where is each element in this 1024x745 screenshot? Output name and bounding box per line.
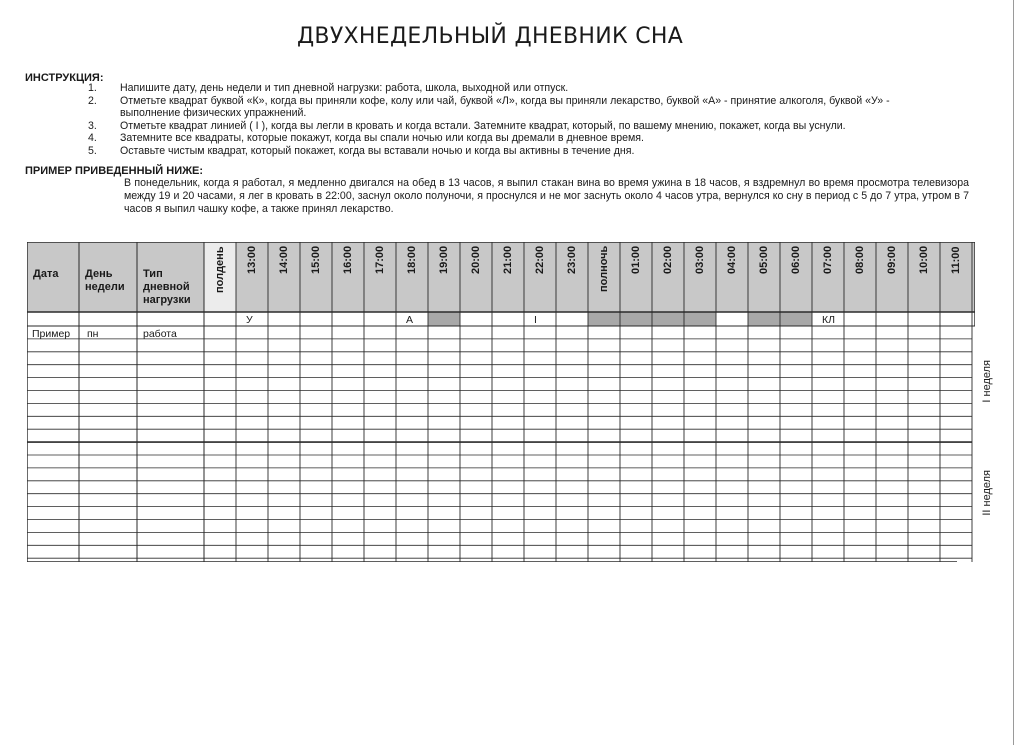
scan-edge [1013,0,1024,745]
hour-header-label: 16:00 [342,246,354,275]
hour-header-label: 11:00 [950,246,962,274]
sleep-shaded-cell [652,312,684,326]
hour-header-label: 04:00 [726,246,738,275]
instruction-text: Отметьте квадрат линией ( I ), когда вы легли в кровать и когда встали. Затемните квадрат, который, по вашему мнению, покажет, когда вы уснули. [120,119,846,132]
instruction-item [88,132,948,145]
instruction-number: 4. [88,132,97,145]
instruction-text: Затемните все квадраты, которые покажут, когда вы спали ночью или когда вы дремали в дневное время. [120,132,644,145]
hour-header-label: 21:00 [502,246,514,275]
example-description: В понедельник, когда я работал, я медленно двигался на обед в 13 часов, я выпил стакан вина во время ужина в 18 часов, я вздремнул во время просмотра телевизора между 19 и 20 часами, я лег в кровать в 22:00, заснул около полуночи, я проснулся и не мог заснуть около 4 часов утра, вернулся ко сну в период с 5 до 7 утра, утром в 7 часов я выпил чашку кофе, а также принял лекарство. [124,177,969,215]
example-mark-cell: КЛ [822,314,836,326]
instruction-text: Отметьте квадрат буквой «К», когда вы приняли кофе, колу или чай, буквой «Л», когда вы приняли лекарство, буквой «А» - принятие алкоголя, буквой «У» - выполнение физических упражнений. [120,94,890,120]
instruction-item [88,82,948,95]
hour-header-label: 10:00 [918,246,930,275]
week-two-label: II неделя [981,470,993,516]
hour-header-label: 15:00 [310,246,322,275]
hour-header-label: полночь [598,246,610,293]
week-one-label: I неделя [981,360,993,403]
header-date: Дата [33,268,59,280]
hour-header-label: 02:00 [662,246,674,275]
hour-header-label: 18:00 [406,246,418,275]
instruction-text: Напишите дату, день недели и тип дневной нагрузки: работа, школа, выходной или отпуск. [120,82,569,94]
example-type-cell: работа [143,328,177,340]
sleep-diary-table [27,242,993,562]
hour-header-label: 17:00 [374,246,386,275]
page-title: ДВУХНЕДЕЛЬНЫЙ ДНЕВНИК СНА [296,24,684,49]
header-load-type: Тип дневной нагрузки [143,268,191,306]
instruction-number: 1. [88,82,97,94]
instruction-number: 3. [88,119,97,132]
sleep-shaded-cell [780,312,812,326]
hour-header-label: 05:00 [758,246,770,275]
example-date-cell: Пример [32,328,71,340]
example-mark-cell: У [246,314,253,326]
instruction-item [88,145,948,158]
hour-header-label: 20:00 [470,246,482,275]
hour-header-label: полдень [214,246,226,293]
instruction-item [88,120,948,133]
hour-header-label: 06:00 [790,246,802,275]
example-mark-cell: I [534,314,537,326]
hour-header-label: 08:00 [854,246,866,275]
sleep-shaded-cell [684,312,716,326]
hour-header-label: 09:00 [886,246,898,275]
sleep-shaded-cell [748,312,780,326]
instruction-text: Оставьте чистым квадрат, который покажет, когда вы вставали ночью и когда вы активны в течение дня. [120,144,635,157]
example-day-cell: пн [87,328,99,340]
hour-header-label: 03:00 [694,246,706,275]
hour-header-label: 14:00 [278,246,290,275]
instructions-list [88,82,948,158]
header-day-of-week: День недели [85,268,125,293]
hour-header-label: 13:00 [246,246,258,275]
instruction-number: 2. [88,94,97,107]
example-mark-cell: А [406,314,414,326]
instruction-number: 5. [88,144,97,157]
instructions-heading: ИНСТРУКЦИЯ: [25,72,104,84]
sleep-shaded-cell [428,312,460,326]
sleep-shaded-cell [588,312,620,326]
hour-header-label: 23:00 [566,246,578,275]
hour-header-label: 22:00 [534,246,546,275]
hour-header-label: 07:00 [822,246,834,275]
sleep-shaded-cell [620,312,652,326]
hour-header-label: 19:00 [438,246,450,275]
example-heading: ПРИМЕР ПРИВЕДЕННЫЙ НИЖЕ: [25,165,204,177]
hour-header-label: 01:00 [630,246,642,275]
instruction-item [88,95,948,120]
